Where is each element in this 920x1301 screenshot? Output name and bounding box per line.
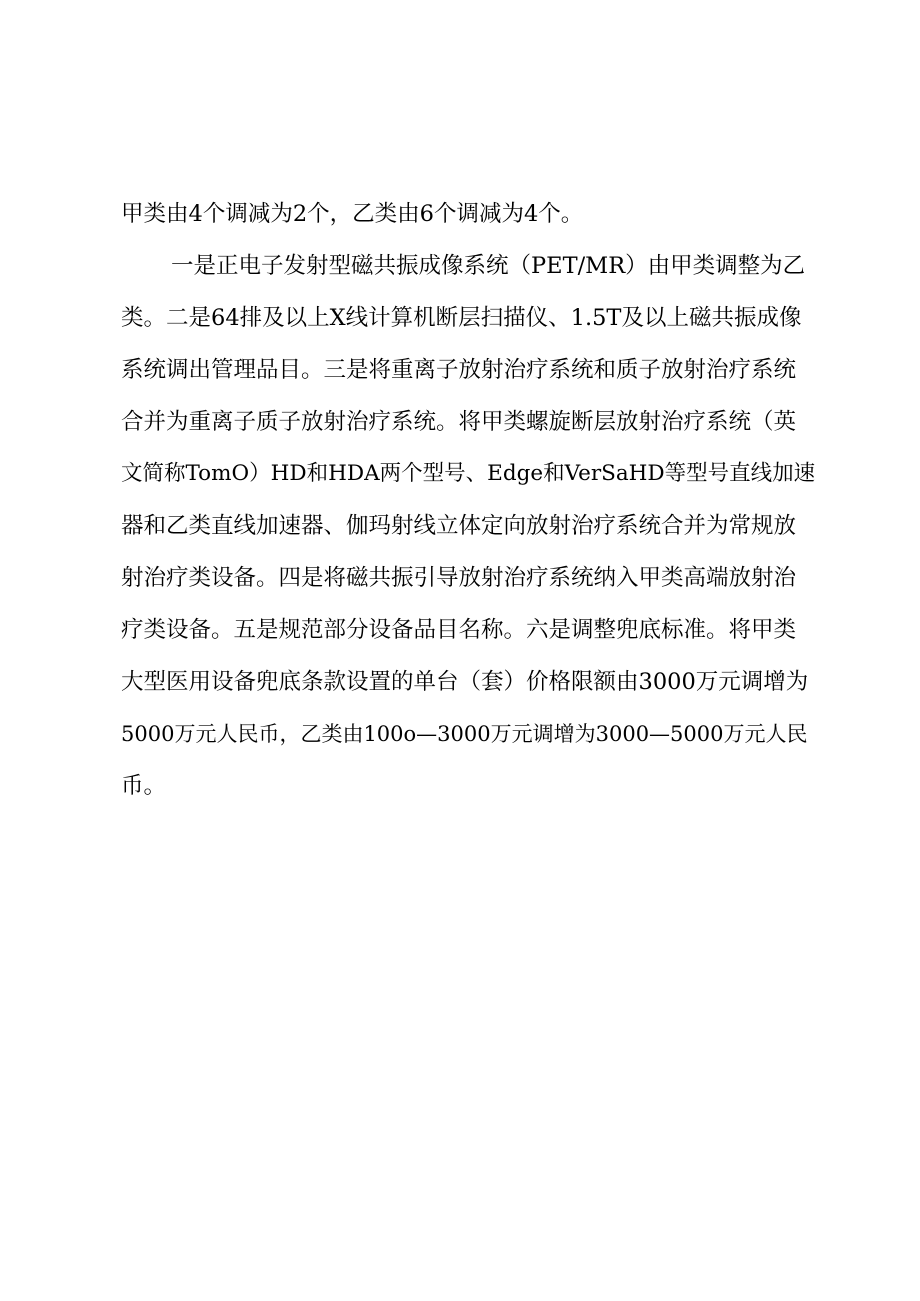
text-line-9: 疗类设备。五是规范部分设备品目名称。六是调整兜底标准。将甲类 (121, 617, 797, 643)
text-line-12: 币。 (121, 773, 167, 799)
text-line-11: 5000万元人民币，乙类由100o—3000万元调增为3000—5000万元人民 (121, 722, 808, 746)
text-line-3: 类。二是64排及以上X线计算机断层扫描仪、1.5T及以上磁共振成像 (121, 305, 802, 331)
text-line-10: 大型医用设备兜底条款设置的单台（套）价格限额由3000万元调增为 (121, 669, 809, 695)
body-text (121, 188, 821, 812)
text-line-2: 一是正电子发射型磁共振成像系统（PET/MR）由甲类调整为乙 (171, 253, 806, 279)
text-line-4: 系统调出管理品目。三是将重离子放射治疗系统和质子放射治疗系统 (121, 357, 797, 383)
text-line-7: 器和乙类直线加速器、伽玛射线立体定向放射治疗系统合并为常规放 (121, 513, 797, 539)
text-line-1: 甲类由4个调减为2个，乙类由6个调减为4个。 (121, 201, 584, 227)
text-line-5: 合并为重离子质子放射治疗系统。将甲类螺旋断层放射治疗系统（英 (121, 409, 797, 435)
text-line-6: 文简称TomO）HD和HDA两个型号、Edge和VerSaHD等型号直线加速 (121, 461, 816, 486)
text-line-8: 射治疗类设备。四是将磁共振引导放射治疗系统纳入甲类高端放射治 (121, 565, 797, 591)
